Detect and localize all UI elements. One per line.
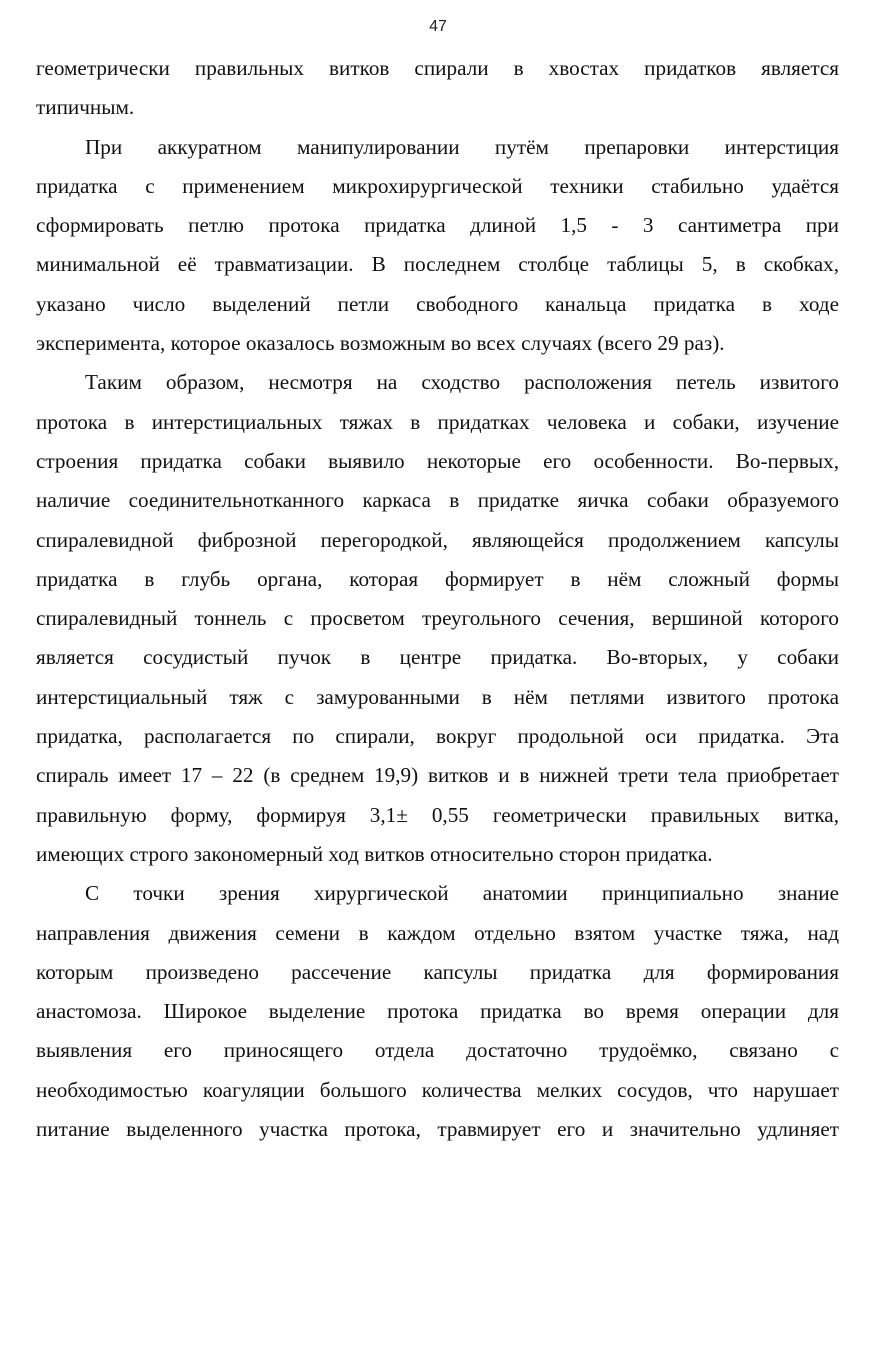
paragraph-2 — [36, 128, 839, 364]
text-line: спиралевидный тоннель с просветом треугольного сечения, вершиной которого — [36, 606, 839, 631]
text-line: геометрически правильных витков спирали в хвостах придатков является — [36, 56, 839, 80]
text-line: интерстициальный тяж с замурованными в нём петлями извитого протока — [36, 684, 839, 709]
text-line: спиралевидной фиброзной перегородкой, являющейся продолжением капсулы — [36, 527, 839, 552]
text-line: типичным. — [36, 95, 135, 120]
text-line: является сосудистый пучок в центре придатка. Во-вторых, у собаки — [36, 645, 839, 670]
paragraph-1 — [36, 49, 839, 128]
paragraph-4 — [36, 874, 839, 1149]
text-line: придатка, располагается по спирали, вокруг продольной оси придатка. Эта — [36, 724, 839, 749]
text-line: которым произведено рассечение капсулы придатка для формирования — [36, 959, 839, 984]
text-line: направления движения семени в каждом отдельно взятом участке тяжа, над — [36, 920, 839, 945]
text-line: придатка в глубь органа, которая формирует в нём сложный формы — [36, 566, 839, 591]
text-line: наличие соединительнотканного каркаса в придатке яичка собаки образуемого — [36, 488, 839, 513]
text-line: спираль имеет 17 – 22 (в среднем 19,9) витков и в нижней трети тела приобретает — [36, 763, 839, 788]
text-line: выявления его приносящего отдела достаточно трудоёмко, связано с — [36, 1038, 839, 1063]
text-line: анастомоза. Широкое выделение протока придатка во время операции для — [36, 999, 839, 1024]
page-number: 47 — [429, 18, 447, 35]
text-line: правильную форму, формируя 3,1± 0,55 геометрически правильных витка, — [36, 802, 839, 827]
text-line: Таким образом, несмотря на сходство расположения петель извитого — [85, 370, 839, 395]
text-line: указано число выделений петли свободного канальца придатка в ходе — [36, 291, 839, 316]
text-line: питание выделенного участка протока, травмирует его и значительно удлиняет — [36, 1117, 839, 1142]
text-line: эксперимента, которое оказалось возможным во всех случаях (всего 29 раз). — [36, 331, 725, 356]
text-line: необходимостью коагуляции большого количества мелких сосудов, что нарушает — [36, 1077, 839, 1102]
text-line: протока в интерстициальных тяжах в придатках человека и собаки, изучение — [36, 409, 839, 434]
text-line: минимальной её травматизации. В последнем столбце таблицы 5, в скобках, — [36, 252, 839, 277]
text-line: имеющих строго закономерный ход витков относительно сторон придатка. — [36, 841, 713, 866]
paragraph-3 — [36, 363, 839, 874]
text-line: строения придатка собаки выявило некоторые его особенности. Во-первых, — [36, 448, 839, 473]
text-line: С точки зрения хирургической анатомии принципиально знание — [85, 881, 839, 906]
text-line: сформировать петлю протока придатка длиной 1,5 - 3 сантиметра при — [36, 213, 839, 238]
body-text — [36, 49, 839, 1149]
text-line: При аккуратном манипулировании путём препаровки интерстиция — [85, 134, 839, 159]
text-line: придатка с применением микрохирургической техники стабильно удаётся — [36, 173, 839, 198]
